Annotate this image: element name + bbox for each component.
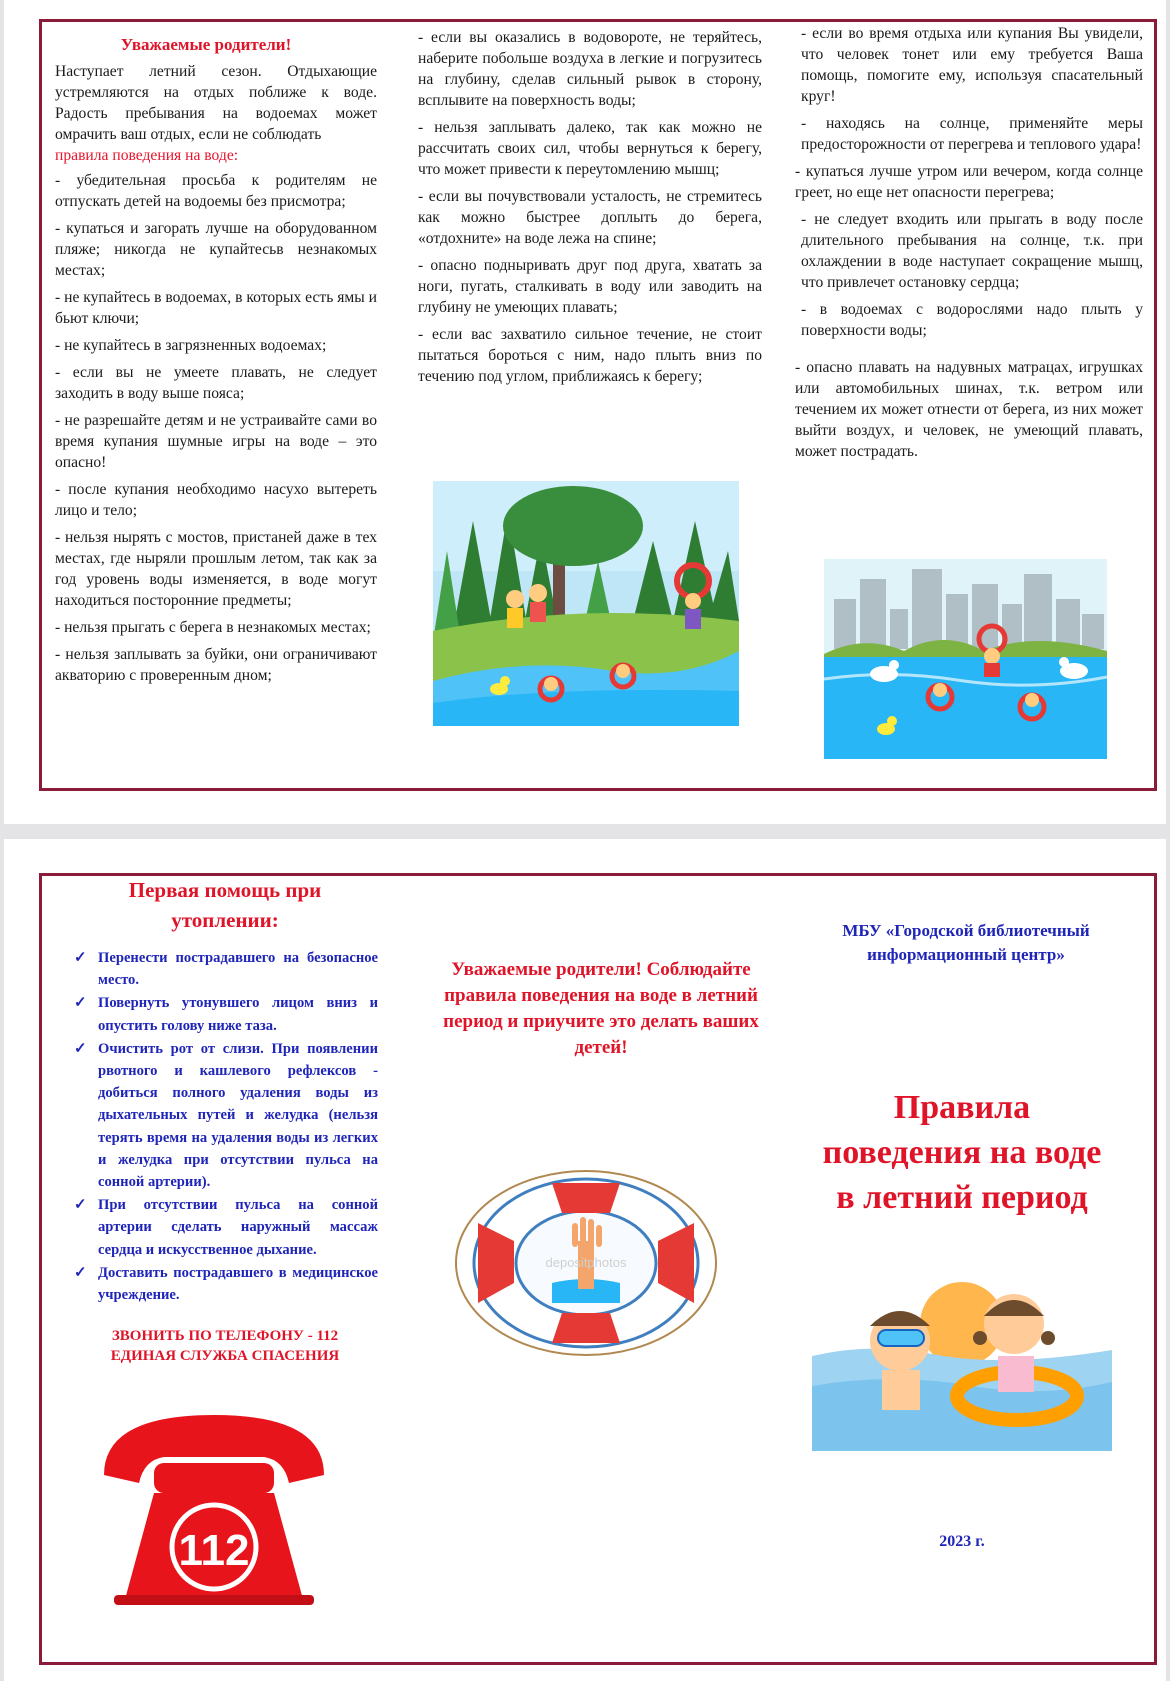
first-aid-steps	[72, 947, 378, 1306]
rule-item: - не разрешайте детям и не устраивайте сами во время купания шумные игры на воде – это опасно!	[55, 412, 377, 471]
rule-item: - находясь на солнце, применяйте меры предосторожности от перегрева и теплового удара!	[801, 115, 1143, 153]
first-aid-step: ✓ При отсутствии пульса на сонной артерии сделать наружный массаж сердца и искусственное дыхание.	[72, 1194, 378, 1261]
watermark-text: depositphotos	[545, 1255, 627, 1270]
intro-paragraph	[55, 61, 377, 166]
rule-item: - не купайтесь в водоемах, в которых есть ямы и бьют ключи;	[55, 289, 377, 327]
first-aid-step: ✓ Повернуть утонувшего лицом вниз и опустить голову ниже таза.	[72, 992, 378, 1036]
rule-item: - если во время отдыха или купания Вы увидели, что человек тонет или ему требуется Ваша помощь, помогите ему, используя спасательный круг!	[801, 25, 1143, 105]
phone-112-icon	[84, 1405, 344, 1605]
brochure-title: Правила поведения на воде в летний период	[822, 1089, 1102, 1216]
heading-dear-parents: Уважаемые родители!	[120, 35, 292, 54]
check-icon: ✓	[74, 1040, 87, 1057]
rule-item: - нельзя заплывать далеко, так как можно не рассчитать своих сил, чтобы вернуться к берегу, что может привести к переутомлению мышц;	[418, 119, 762, 178]
rule-item: - если вас захватило сильное течение, не стоит пытаться бороться с ним, надо плыть вниз по течению под углом, приближаясь к берегу;	[418, 326, 762, 385]
rule-item: - если вы оказались в водовороте, не теряйтесь, наберите побольше воздуха в легкие и погрузитесь на глубину, сделав сильный рывок в сторону, всплывите на поверхность воды;	[418, 29, 762, 109]
swimming-kids-illustration	[812, 1246, 1112, 1451]
call-rescue-line-1: ЗВОНИТЬ ПО ТЕЛЕФОНУ - 112	[111, 1328, 339, 1345]
call-rescue-line-2: ЕДИНАЯ СЛУЖБА СПАСЕНИЯ	[110, 1348, 340, 1365]
rule-item: - купаться лучше утром или вечером, когда солнце греет, но еще нет опасности перегрева;	[795, 163, 1143, 201]
page-inner-spread	[4, 0, 1166, 824]
check-icon: ✓	[74, 1197, 87, 1214]
rule-item: - опасно плавать на надувных матрацах, игрушках или автомобильных шинах, т.к. ветром или течением их может отнести от берега, из них может выйти воздух, и человек, не умеющий плавать, может пострадать.	[795, 359, 1143, 460]
page-outer-spread	[4, 839, 1166, 1681]
lifebuoy-hand-icon	[452, 1163, 720, 1363]
rule-item: - убедительная просьба к родителям не отпускать детей на водоемы без присмотра;	[55, 172, 377, 210]
rule-item: - после купания необходимо насухо вытереть лицо и тело;	[55, 481, 377, 519]
first-aid-step: ✓ Очистить рот от слизи. При появлении рвотного и кашлевого рефлексов - добиться полного удаления воды из дыхательных путей и желудка (нельзя терять время на удаления воды из легких и желудка при отсутствии пульса на сонной артерии).	[72, 1038, 378, 1193]
column-right	[795, 23, 1143, 468]
check-icon: ✓	[74, 1264, 87, 1281]
rule-item: - купаться и загорать лучше на оборудованном пляже; никогда не купайтесьв незнакомых местах;	[55, 220, 377, 279]
year-label: 2023 г.	[939, 1533, 985, 1550]
city-lake-illustration	[824, 559, 1107, 759]
check-icon: ✓	[74, 995, 87, 1012]
first-aid-step: ✓ Перенести пострадавшего на безопасное место.	[72, 947, 378, 991]
phone-number-label: 112	[178, 1526, 250, 1575]
rule-item: - нельзя заплывать за буйки, они ограничивают акваторию с проверенным дном;	[55, 646, 377, 684]
rule-item: - не купайтесь в загрязненных водоемах;	[55, 337, 327, 354]
rule-item: - если вы не умеете плавать, не следует заходить в воду выше пояса;	[55, 364, 377, 402]
check-icon: ✓	[74, 950, 87, 966]
org-name: МБУ «Городской библиотечный информационный центр»	[842, 921, 1090, 964]
rule-item: - нельзя нырять с мостов, пристаней даже в тех местах, где ныряли прошлым летом, так как за год уровень воды изменяется, в воде могут находиться посторонние предметы;	[55, 529, 377, 609]
intro-rules-link-text: правила поведения на воде:	[55, 147, 239, 164]
intro-text: Наступает летний сезон. Отдыхающие устремляются на отдых поближе к воде. Радость пребывания на водоемах может омрачить ваш отдых, если не соблюдать	[55, 63, 377, 143]
rule-item: - если вы почувствовали усталость, не стремитесь как можно быстрее доплыть до берега, «отдохните» на воде лежа на спине;	[418, 188, 762, 247]
appeal-to-parents: Уважаемые родители! Соблюдайте правила поведения на воде в летний период и приучите это делать ваших детей!	[443, 959, 759, 1058]
river-kids-illustration	[433, 481, 739, 726]
rule-item: - нельзя прыгать с берега в незнакомых местах;	[55, 619, 371, 636]
column-first-aid	[72, 875, 378, 1366]
column-left	[55, 34, 377, 692]
rule-item: - не следует входить или прыгать в воду после длительного пребывания на солнце, т.к. при охлаждении в воде наступает сокращение мышц, что привлечет остановку сердца;	[801, 211, 1143, 291]
rule-item: - опасно подныривать друг под друга, хватать за ноги, пугать, сталкивать в воду или заводить на глубину не умеющих плавать;	[418, 257, 762, 316]
first-aid-step: ✓ Доставить пострадавшего в медицинское учреждение.	[72, 1262, 378, 1306]
column-middle	[418, 27, 762, 393]
rule-item: - в водоемах с водорослями надо плыть у поверхности воды;	[801, 301, 1143, 339]
first-aid-heading: Первая помощь при утоплении:	[128, 878, 322, 932]
